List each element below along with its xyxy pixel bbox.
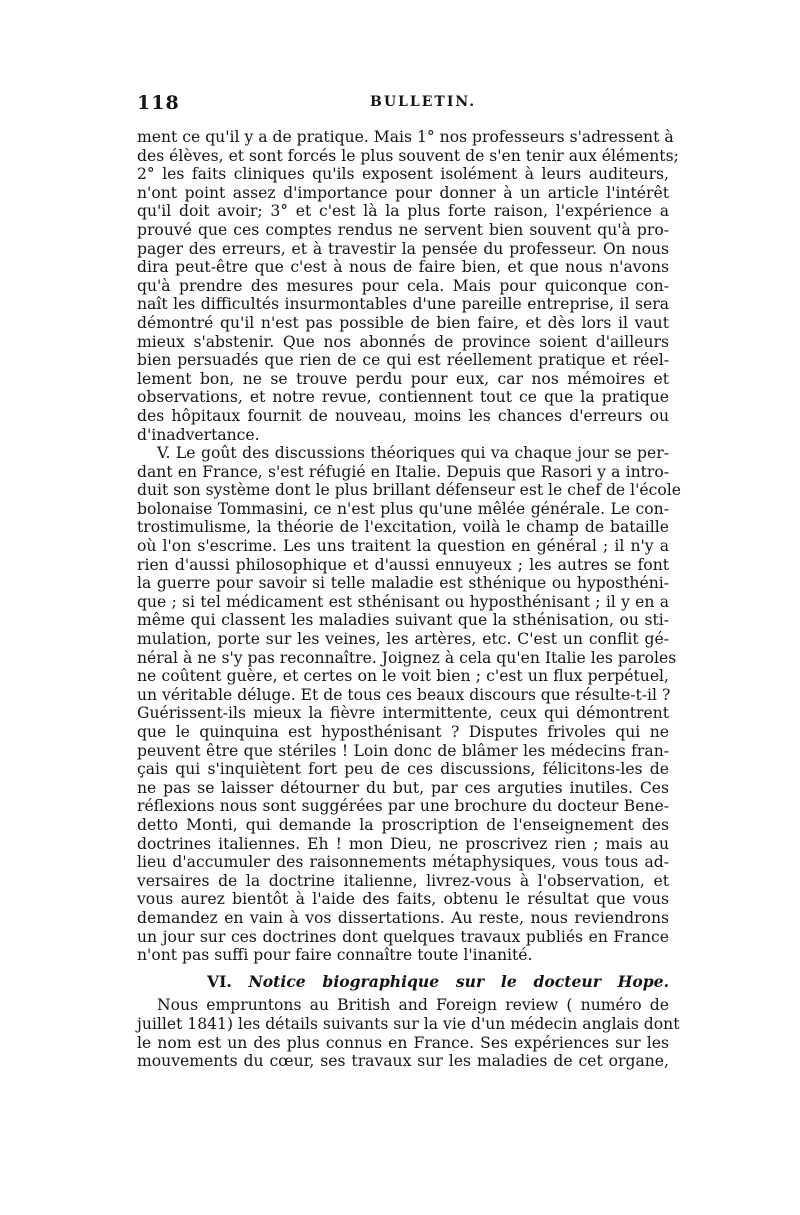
text-line: ne coûtent guère, et certes on le voit bien ; c'est un flux perpétuel, [137, 667, 669, 686]
text-line: bien persuadés que rien de ce qui est réellement pratique et réel- [137, 351, 669, 370]
text-line: qu'à prendre des mesures pour cela. Mais pour quiconque con- [137, 276, 669, 295]
text-line: d'inadvertance. [137, 425, 260, 444]
text-line: rien d'aussi philosophique et d'aussi ennuyeux ; les autres se font [137, 555, 669, 574]
text-line: observations, et notre revue, contiennent tout ce que la pratique [137, 388, 669, 407]
section-title: Notice biographique sur le docteur Hope. [248, 971, 669, 991]
text-line: dira peut-être que c'est à nous de faire bien, et que nous n'avons [137, 258, 669, 277]
text-line: un véritable déluge. Et de tous ces beaux discours que résulte-t-il ? [137, 685, 671, 704]
text-line: demandez en vain à vos dissertations. Au reste, nous reviendrons [137, 908, 669, 927]
text-line: juillet 1841) les détails suivants sur la vie d'un médecin anglais dont [137, 1014, 680, 1033]
body-text [137, 128, 681, 1071]
text-line: peuvent être que stériles ! Loin donc de blâmer les médecins fran- [137, 741, 669, 760]
page-header [137, 92, 669, 122]
text-line: où l'on s'escrime. Les uns traitent la question en général ; il n'y a [137, 537, 669, 556]
text-line: naît les difficultés insurmontables d'une pareille entreprise, il sera [137, 295, 669, 314]
text-line: n'ont point assez d'importance pour donner à un article l'intérêt [137, 183, 669, 202]
section-heading [137, 973, 669, 992]
text-line: n'ont pas suffi pour faire connaître toute l'inanité. [137, 946, 533, 965]
text-line: pager des erreurs, et à travestir la pensée du professeur. On nous [137, 239, 669, 258]
text-line: dant en France, s'est réfugié en Italie. Depuis que Rasori y a intro- [137, 462, 669, 481]
text-line: réflexions nous sont suggérées par une brochure du docteur Bene- [137, 797, 669, 816]
text-line: qu'il doit avoir; 3° et c'est là la plus forte raison, l'expérience a [137, 202, 669, 221]
text-line: vous aurez bientôt à l'aide des faits, obtenu le résultat que vous [137, 890, 669, 909]
text-line: mouvements du cœur, ses travaux sur les maladies de cet organe, [137, 1052, 669, 1071]
text-line: ne pas se laisser détourner du but, par ces arguties inutiles. Ces [137, 778, 669, 797]
text-line: prouvé que ces comptes rendus ne servent bien souvent qu'à pro- [137, 220, 669, 239]
text-line: la guerre pour savoir si telle maladie est sthénique ou hyposthéni- [137, 574, 669, 593]
text-line: duit son système dont le plus brillant défenseur est le chef de l'école [137, 481, 681, 500]
text-line: çais qui s'inquiètent fort peu de ces discussions, félicitons-les de [137, 760, 669, 779]
page-number: 118 [137, 92, 180, 114]
text-line: lement bon, ne se trouve perdu pour eux, car nos mémoires et [137, 369, 669, 388]
text-line: detto Monti, qui demande la proscription de l'enseignement des [137, 815, 669, 834]
section-number: VI. [207, 971, 232, 991]
text-line: Guérissent-ils mieux la fièvre intermittente, ceux qui démontrent [137, 704, 669, 723]
text-line: mieux s'abstenir. Que nos abonnés de province soient d'ailleurs [137, 332, 669, 351]
text-line: le nom est un des plus connus en France. Ses expériences sur les [137, 1033, 669, 1052]
text-line: trostimulisme, la théorie de l'excitation, voilà le champ de bataille [137, 518, 669, 537]
text-line: néral à ne s'y pas reconnaître. Joignez à cela qu'en Italie les paroles [137, 648, 677, 667]
text-line: versaires de la doctrine italienne, livrez-vous à l'observation, et [137, 871, 669, 890]
text-line: que le quinquina est hyposthénisant ? Disputes frivoles qui ne [137, 723, 669, 741]
text-line: des élèves, et sont forcés le plus souvent de s'en tenir aux éléments; [137, 146, 679, 165]
text-line: V. Le goût des discussions théoriques qui va chaque jour se per- [157, 444, 669, 463]
text-line: bolonaise Tommasini, ce n'est plus qu'une mêlée générale. Le con- [137, 499, 669, 518]
text-line: un jour sur ces doctrines dont quelques travaux publiés en France [137, 927, 669, 946]
text-line: doctrines italiennes. Eh ! mon Dieu, ne proscrivez rien ; mais au [137, 834, 669, 853]
running-title: BULLETIN. [370, 94, 477, 110]
text-line: même qui classent les maladies suivant que la sthénisation, ou sti- [137, 611, 669, 630]
text-line: lieu d'accumuler des raisonnements métaphysiques, vous tous ad- [137, 853, 669, 872]
text-line: mulation, porte sur les veines, les artères, etc. C'est un conflit gé- [137, 630, 669, 649]
text-line: Nous empruntons au British and Foreign review ( numéro de [157, 996, 669, 1015]
text-line: démontré qu'il n'est pas possible de bien faire, et dès lors il vaut [137, 313, 669, 332]
text-line: que ; si tel médicament est sthénisant ou hyposthénisant ; il y en a [137, 592, 669, 611]
text-line: ment ce qu'il y a de pratique. Mais 1° nos professeurs s'adressent à [137, 128, 674, 146]
text-line: des hôpitaux fournit de nouveau, moins les chances d'erreurs ou [137, 406, 669, 425]
text-line: 2° les faits cliniques qu'ils exposent isolément à leurs auditeurs, [137, 165, 669, 184]
